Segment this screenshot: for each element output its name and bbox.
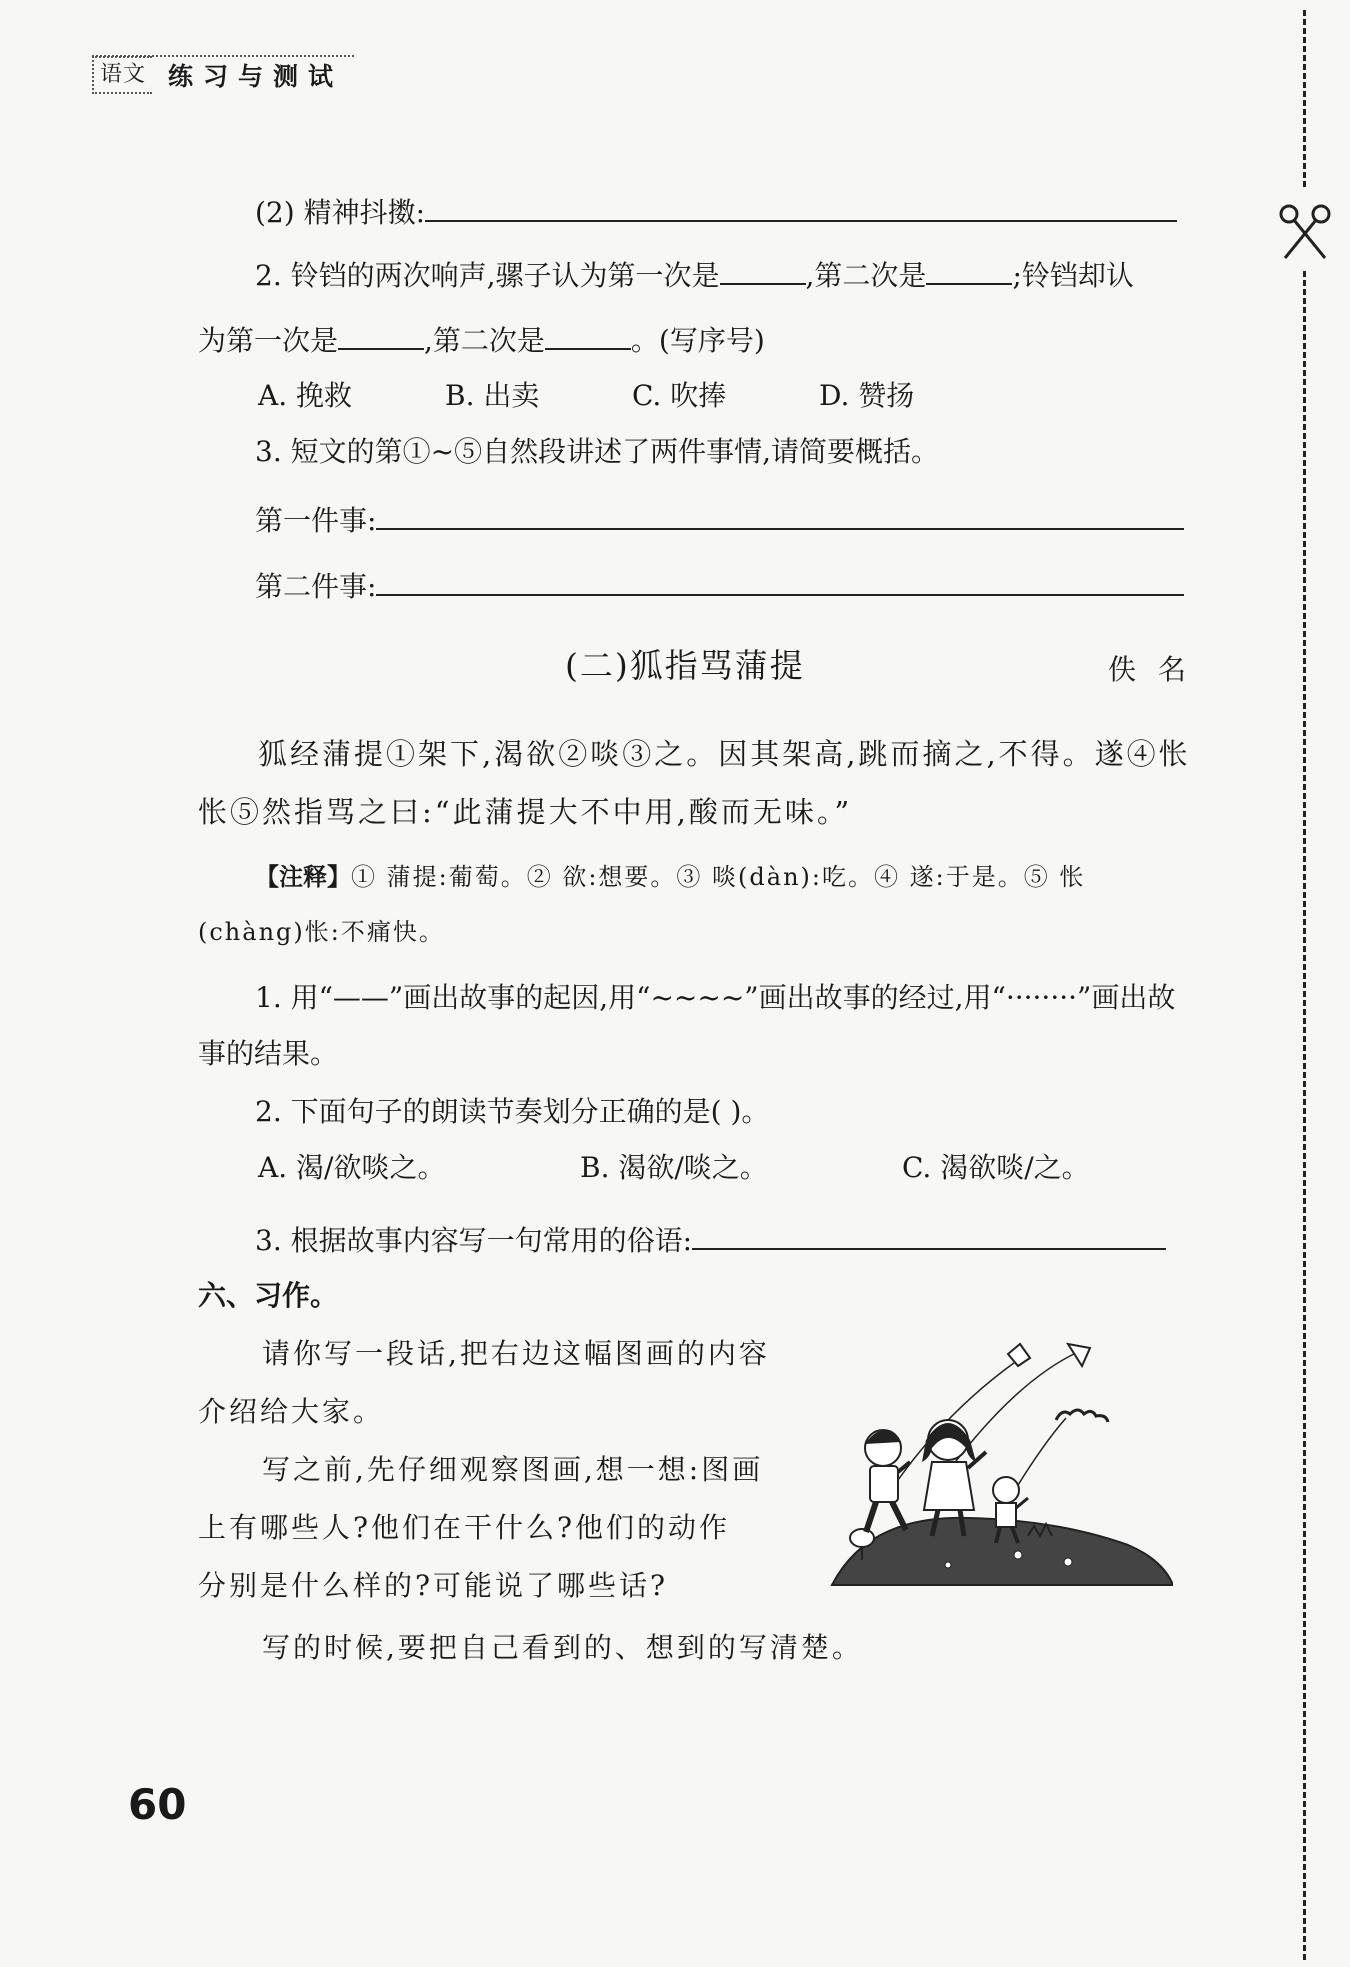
q2-option-d[interactable]: D. 赞扬 bbox=[819, 379, 915, 412]
kite-flying-illustration bbox=[828, 1340, 1173, 1595]
q2-row-2 bbox=[198, 320, 765, 361]
q2-option-c[interactable]: C. 吹捧 bbox=[632, 379, 727, 412]
q2-text-6: 。(写序号) bbox=[630, 324, 765, 357]
composition-heading: 六、习作。 bbox=[198, 1279, 339, 1312]
notes-text-1: ① 蒲提:葡萄。② 欲:想要。③ 啖(dàn):吃。④ 遂:于是。⑤ 怅 bbox=[351, 863, 1086, 891]
q3-second-row bbox=[255, 564, 1184, 607]
composition-p2-line-2: 上有哪些人?他们在干什么?他们的动作 bbox=[198, 1511, 731, 1544]
q2-options bbox=[258, 376, 914, 416]
composition-p1-line-2: 介绍给大家。 bbox=[198, 1395, 385, 1428]
q2-row-1 bbox=[255, 255, 1134, 296]
q2-text-1: 2. 铃铛的两次响声,骡子认为第一次是 bbox=[255, 259, 720, 292]
q1-2-answer-line[interactable] bbox=[425, 190, 1177, 222]
book-title: 练习与测试 bbox=[168, 62, 344, 91]
ancient-text-line-1: 狐经蒲提①架下,渴欲②啖③之。因其架高,跳而摘之,不得。遂④怅 bbox=[258, 737, 1191, 771]
notes-tag: 【注释】 bbox=[255, 863, 351, 891]
p2-q2-option-b[interactable]: B. 渴欲/啖之。 bbox=[580, 1151, 768, 1184]
q3-first-row bbox=[255, 498, 1184, 541]
section-title: (二)狐指骂蒲提 bbox=[565, 646, 805, 685]
q1-2-label: (2) 精神抖擞: bbox=[255, 196, 425, 229]
q1-2-row bbox=[255, 190, 1200, 233]
ancient-text-line-2: 怅⑤然指骂之曰:“此蒲提大不中用,酸而无味。” bbox=[198, 795, 853, 829]
p2-q1-line-2: 事的结果。 bbox=[198, 1037, 339, 1070]
q3-text: 3. 短文的第①~⑤自然段讲述了两件事情,请简要概括。 bbox=[255, 435, 939, 468]
p2-q3-answer-line[interactable] bbox=[692, 1218, 1166, 1250]
q2-option-b[interactable]: B. 出卖 bbox=[445, 379, 540, 412]
cut-line bbox=[1303, 10, 1306, 1960]
p2-q2-option-a[interactable]: A. 渴/欲啖之。 bbox=[258, 1151, 446, 1184]
composition-p1-line-1: 请你写一段话,把右边这幅图画的内容 bbox=[262, 1337, 770, 1370]
notes-line-1 bbox=[255, 856, 1085, 897]
p2-q2-option-c[interactable]: C. 渴欲啖/之。 bbox=[902, 1151, 1090, 1184]
q2-text-4: 为第一次是 bbox=[198, 324, 339, 357]
q3-second-answer-line[interactable] bbox=[376, 564, 1184, 596]
q2-blank-2[interactable] bbox=[926, 255, 1012, 285]
composition-p3: 写的时候,要把自己看到的、想到的写清楚。 bbox=[262, 1631, 863, 1664]
q2-text-3: ;铃铛却认 bbox=[1012, 259, 1134, 292]
q3-second-label: 第二件事: bbox=[255, 570, 377, 603]
p2-q1-line-1: 1. 用“——”画出故事的起因,用“~~~~”画出故事的经过,用“········”画出故 bbox=[255, 981, 1176, 1014]
p2-q2-text: 2. 下面句子的朗读节奏划分正确的是( )。 bbox=[255, 1095, 770, 1128]
page-header bbox=[92, 54, 343, 94]
q2-option-a[interactable]: A. 挽救 bbox=[258, 379, 353, 412]
q2-text-5: ,第二次是 bbox=[424, 324, 545, 357]
page-number: 60 bbox=[128, 1780, 187, 1829]
composition-p2-line-3: 分别是什么样的?可能说了哪些话? bbox=[198, 1569, 669, 1602]
q2-blank-3[interactable] bbox=[338, 320, 424, 350]
p2-q3-row bbox=[255, 1218, 1166, 1261]
p2-q3-label: 3. 根据故事内容写一句常用的俗语: bbox=[255, 1224, 693, 1257]
q2-blank-1[interactable] bbox=[720, 255, 806, 285]
q2-blank-4[interactable] bbox=[545, 320, 631, 350]
composition-p2-line-1: 写之前,先仔细观察图画,想一想:图画 bbox=[262, 1453, 764, 1486]
subject-label: 语文 bbox=[92, 56, 152, 94]
q2-text-2: ,第二次是 bbox=[805, 259, 927, 292]
q3-first-label: 第一件事: bbox=[255, 504, 377, 537]
q3-first-answer-line[interactable] bbox=[376, 498, 1184, 530]
scissors-icon bbox=[1275, 202, 1335, 262]
author: 佚名 bbox=[1108, 653, 1209, 686]
notes-line-2: (chàng)怅:不痛快。 bbox=[198, 918, 445, 946]
p2-q2-options bbox=[258, 1148, 1090, 1188]
